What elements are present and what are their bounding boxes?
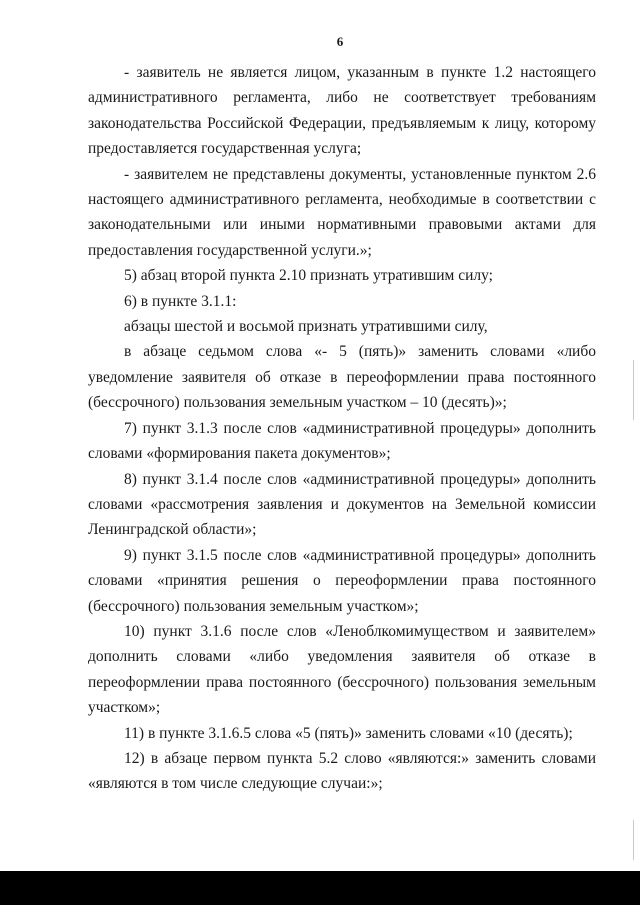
paragraph-item-6-seventh: в абзаце седьмом слова «- 5 (пять)» заменить словами «либо уведомление заявителя об отказе в переоформлении права постоянного (бессрочного) пользования земельным участком – 10 (десять)»; [88, 343, 596, 412]
paragraph-item-5: 5) абзац второй пункта 2.10 признать утратившим силу; [124, 267, 493, 285]
document-body [88, 60, 596, 797]
paragraph-item-6-subparagraphs: абзацы шестой и восьмой признать утратившими силу, [124, 318, 488, 336]
paragraph-item-12: 12) в абзаце первом пункта 5.2 слово «являются:» заменить словами «являются в том числе следующие случаи:»; [88, 749, 596, 793]
scan-edge-mark [633, 820, 634, 860]
paragraph-item-9: 9) пункт 3.1.5 после слов «административной процедуры» дополнить словами «принятия решения о переоформлении права постоянного (бессрочного) пользования земельным участком»; [88, 546, 596, 615]
paragraph-item-10: 10) пункт 3.1.6 после слов «Леноблкомимуществом и заявителем» дополнить словами «либо уведомления заявителя об отказе в переоформлении права постоянного (бессрочного) пользования земельным участком»; [88, 622, 596, 717]
paragraph-item-7: 7) пункт 3.1.3 после слов «административной процедуры» дополнить словами «формирования пакета документов»; [88, 419, 596, 463]
scan-edge-mark [633, 360, 634, 420]
paragraph-item-6: 6) в пункте 3.1.1: [124, 292, 237, 310]
page-number: 6 [336, 34, 344, 49]
paragraph-documents-not-submitted: - заявителем не представлены документы, установленные пунктом 2.6 настоящего административного регламента, необходимые в соответствии с законодательными или иными нормативными правовыми актами для предоставления государственной услуги.»; [88, 165, 596, 259]
scan-footer-bar [0, 871, 640, 905]
paragraph-item-11: 11) в пункте 3.1.6.5 слова «5 (пять)» заменить словами «10 (десять); [124, 724, 573, 742]
paragraph-item-8: 8) пункт 3.1.4 после слов «административной процедуры» дополнить словами «рассмотрения заявления и документов на Земельной комиссии Ленинградской области»; [88, 470, 596, 539]
paragraph-applicant-not-eligible: - заявитель не является лицом, указанным в пункте 1.2 настоящего административного регламента, либо не соответствует требованиям законодательства Российской Федерации, предъявляемым к лицу, которому предоставляется государственная услуга; [88, 64, 596, 158]
